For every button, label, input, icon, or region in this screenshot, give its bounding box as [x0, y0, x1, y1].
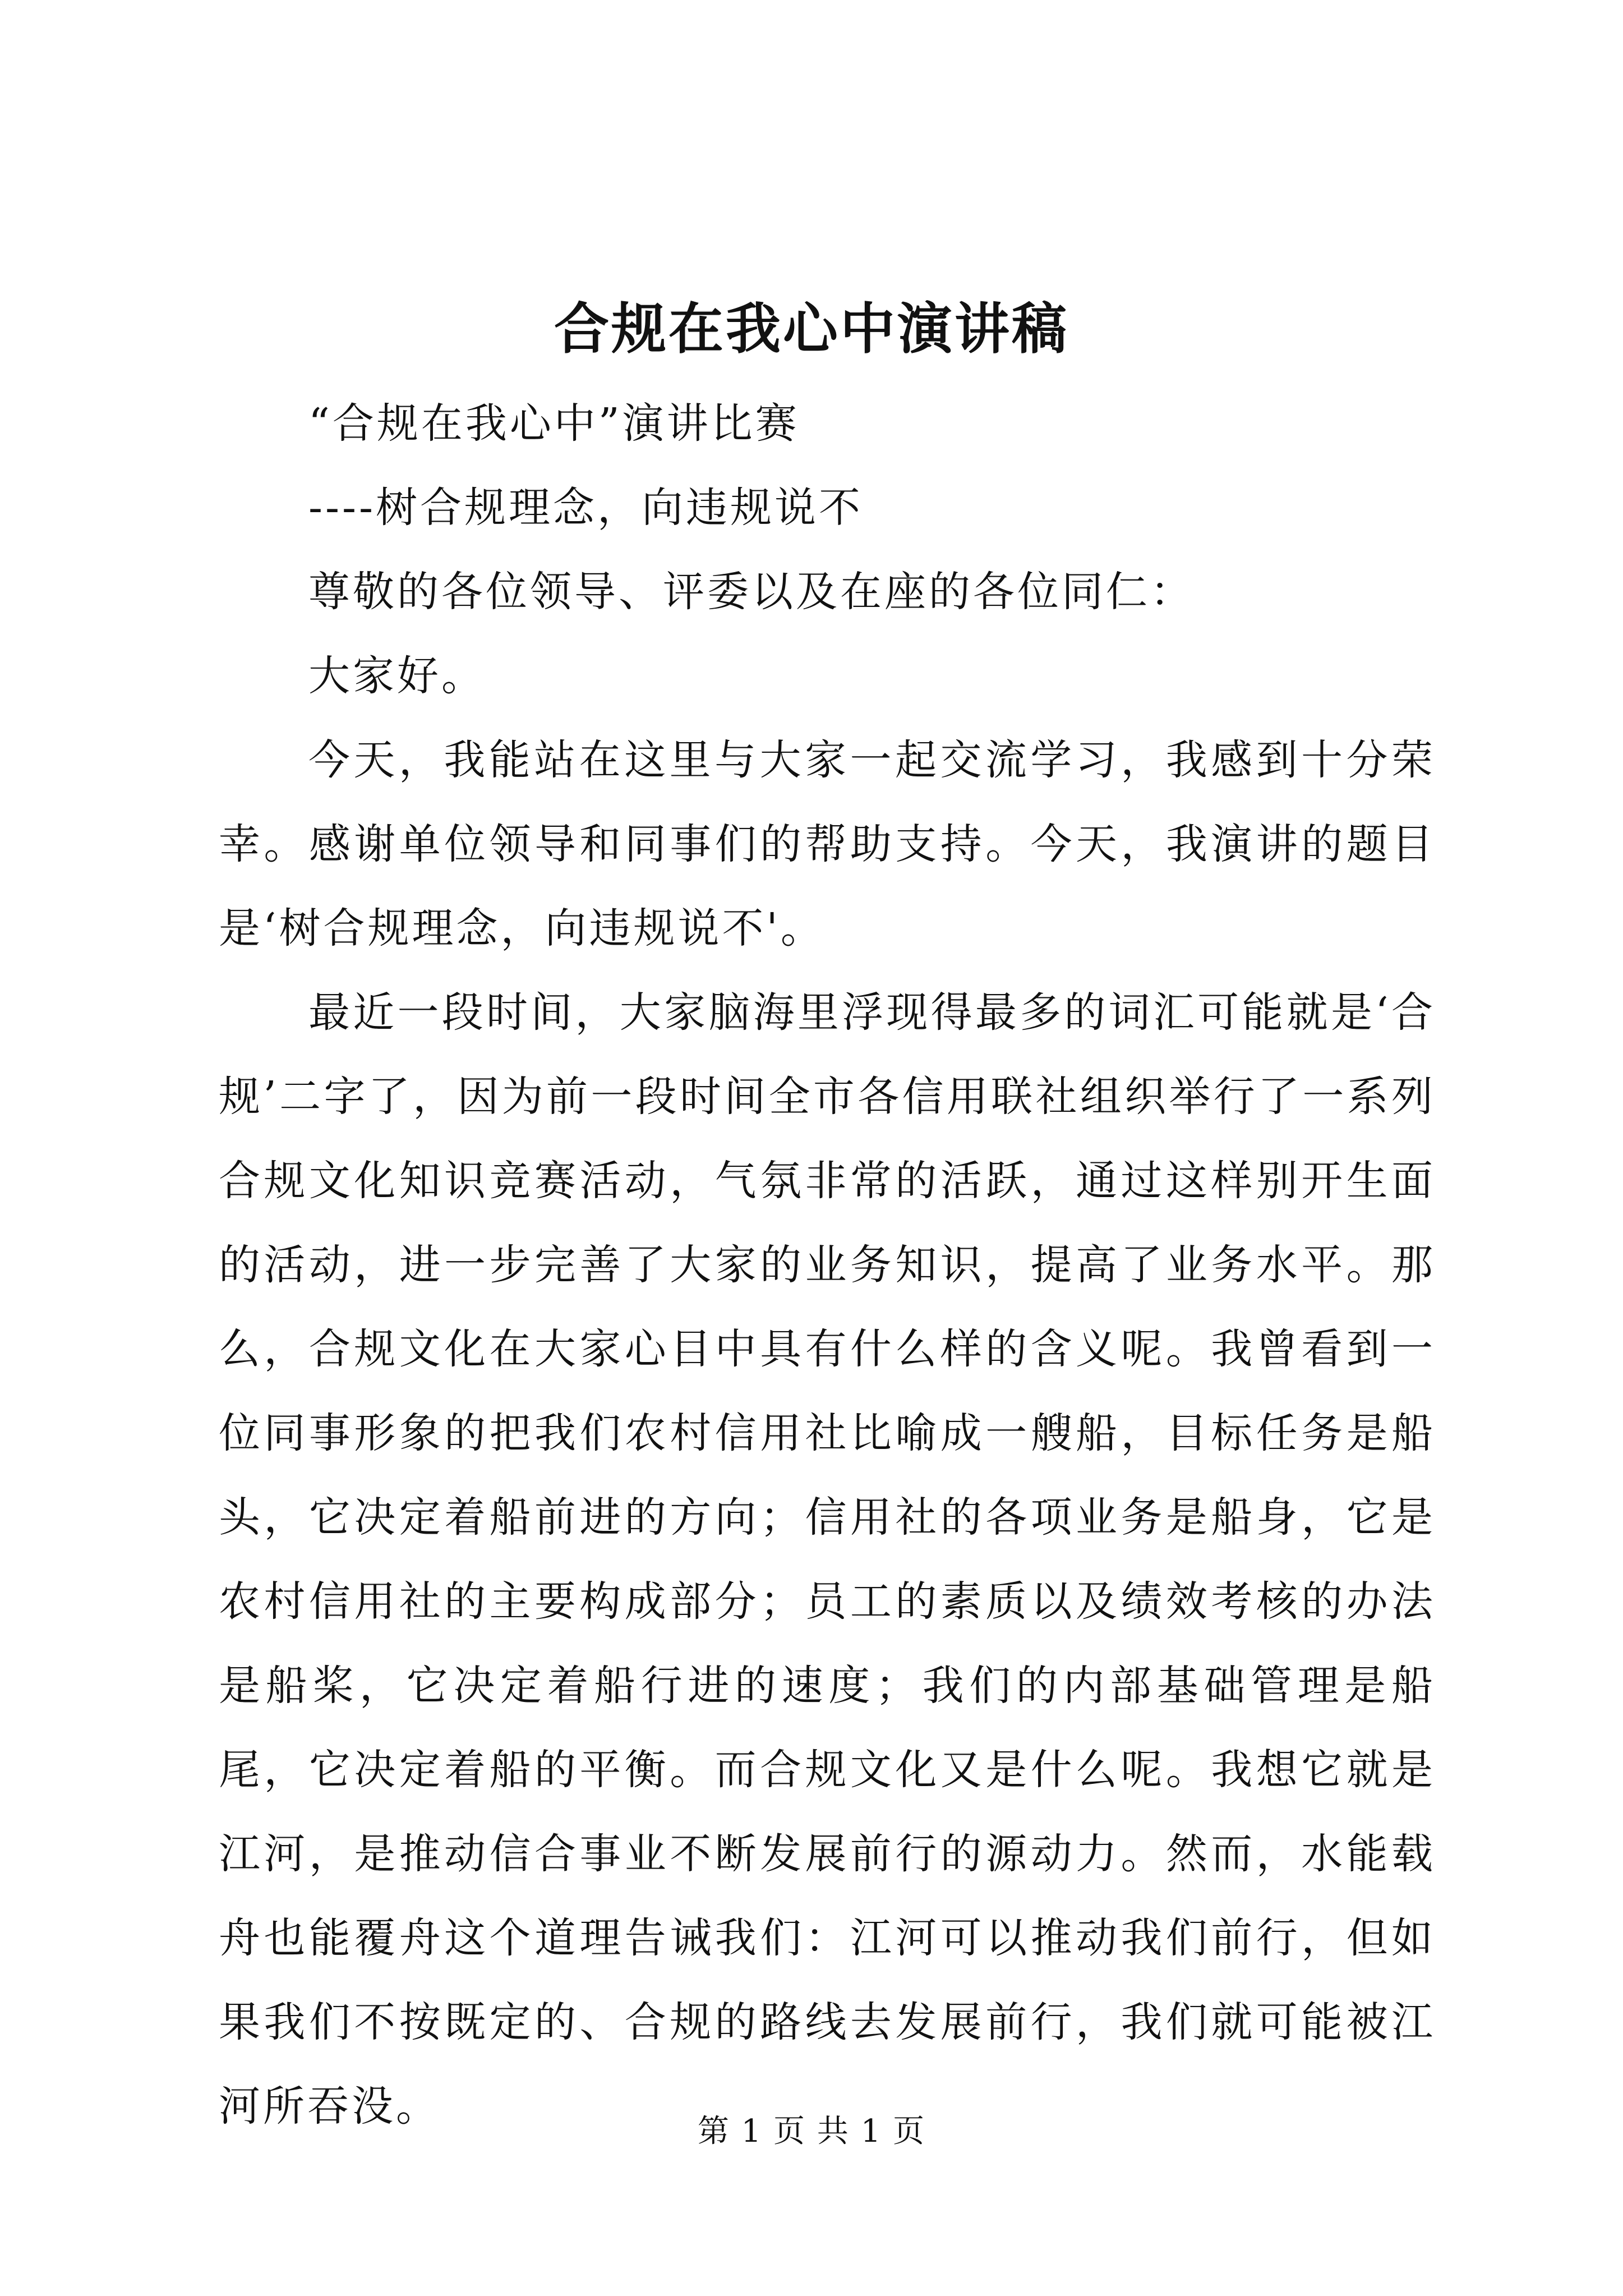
body-paragraph: 最近一段时间，大家脑海里浮现得最多的词汇可能就是‘合规’二字了，因为前一段时间全市各信用联社组织举行了一系列合规文化知识竞赛活动，气氛非常的活跃，通过这样别开生面的活动，进一步完善了大家的业务知识，提高了业务水平。那么，合规文化在大家心目中具有什么样的含义呢。我曾看到一位同事形象的把我们农村信用社比喻成一艘船，目标任务是船头，它决定着船前进的方向；信用社的各项业务是船身，它是农村信用社的主要构成部分；员工的素质以及绩效考核的办法是船桨，它决定着船行进的速度；我们的内部基础管理是船尾，它决定着船的平衡。而合规文化又是什么呢。我想它就是江河，是推动信合事业不断发展前行的源动力。然而，水能载舟也能覆舟这个道理告诫我们：江河可以推动我们前行，但如果我们不按既定的、合规的路线去发展前行，我们就可能被江河所吞没。 — [219, 988, 1436, 2131]
document-title: 合规在我心中演讲稿 — [554, 297, 1069, 361]
document-body — [219, 381, 1436, 2148]
salutation-paragraph: 尊敬的各位领导、评委以及在座的各位同仁： — [308, 568, 1195, 616]
page-number-footer: 第 1 页 共 1 页 — [697, 2113, 926, 2150]
subtitle-paragraph: “合规在我心中”演讲比赛 — [308, 399, 800, 448]
greeting-paragraph: 大家好。 — [308, 652, 486, 700]
slogan-paragraph: ----树合规理念，向违规说不 — [308, 484, 864, 532]
body-paragraph: 今天，我能站在这里与大家一起交流学习，我感到十分荣幸。感谢单位领导和同事们的帮助支持。今天，我演讲的题目是‘树合规理念，向违规说不'。 — [219, 736, 1436, 953]
